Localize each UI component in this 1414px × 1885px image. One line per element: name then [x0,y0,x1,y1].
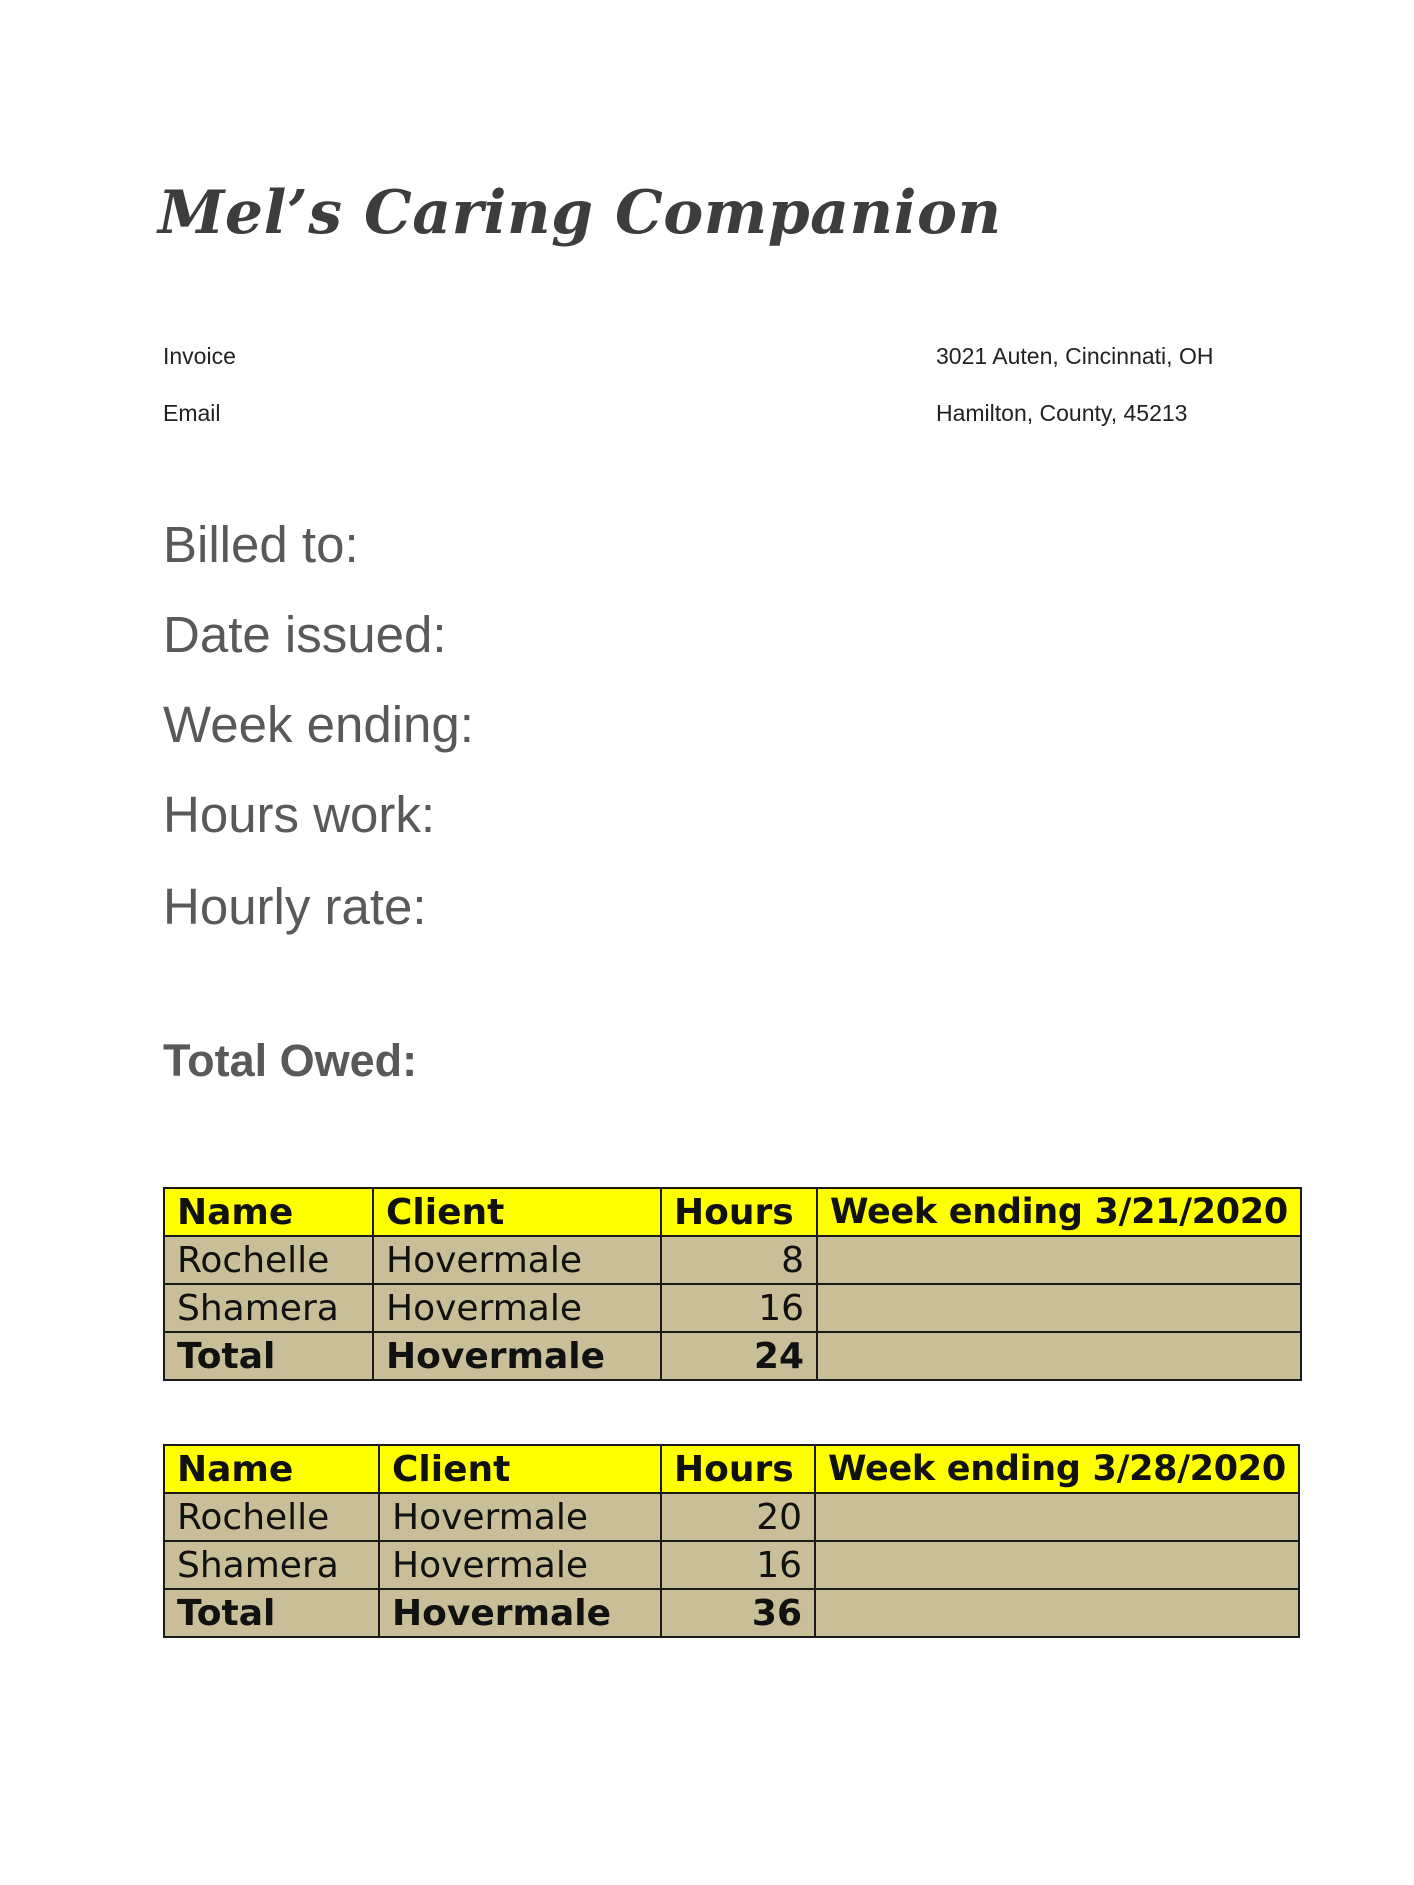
cell-note [817,1236,1301,1284]
column-header-hours: Hours [661,1445,815,1493]
column-header-name: Name [164,1445,379,1493]
cell-total-hours: 36 [661,1589,815,1637]
cell-total-hours: 24 [661,1332,817,1380]
cell-total-note [815,1589,1299,1637]
column-header-hours: Hours [661,1188,817,1236]
table-header-row [164,1445,1299,1493]
email-label: Email [163,400,221,426]
cell-name: Rochelle [164,1236,373,1284]
column-header-name: Name [164,1188,373,1236]
total-owed-label: Total Owed: [163,1035,418,1086]
column-header-client: Client [379,1445,661,1493]
cell-total-name: Total [164,1589,379,1637]
week-ending-label: Week ending: [163,696,474,753]
cell-total-client: Hovermale [373,1332,661,1380]
column-header-client: Client [373,1188,661,1236]
table-row [164,1236,1301,1284]
hours-table-week-2 [163,1444,1300,1638]
address-line-2: Hamilton, County, 45213 [936,400,1188,426]
column-header-week-ending: Week ending 3/21/2020 [817,1188,1301,1236]
cell-note [817,1284,1301,1332]
column-header-week-ending: Week ending 3/28/2020 [815,1445,1299,1493]
cell-name: Shamera [164,1284,373,1332]
billed-to-label: Billed to: [163,516,359,573]
table-row [164,1541,1299,1589]
cell-hours: 16 [661,1284,817,1332]
cell-note [815,1541,1299,1589]
table-total-row [164,1332,1301,1380]
cell-client: Hovermale [373,1236,661,1284]
cell-client: Hovermale [379,1541,661,1589]
table-header-row [164,1188,1301,1236]
cell-name: Rochelle [164,1493,379,1541]
hourly-rate-label: Hourly rate: [163,878,427,935]
cell-hours: 8 [661,1236,817,1284]
cell-total-client: Hovermale [379,1589,661,1637]
hours-work-label: Hours work: [163,786,436,843]
brand-title: Mel’s Caring Companion [158,178,1002,248]
table-row [164,1284,1301,1332]
date-issued-label: Date issued: [163,606,447,663]
address-line-1: 3021 Auten, Cincinnati, OH [936,343,1214,369]
cell-note [815,1493,1299,1541]
invoice-label: Invoice [163,343,236,369]
table-row [164,1493,1299,1541]
cell-hours: 20 [661,1493,815,1541]
hours-table-week-1 [163,1187,1302,1381]
cell-total-note [817,1332,1301,1380]
cell-name: Shamera [164,1541,379,1589]
table-total-row [164,1589,1299,1637]
cell-client: Hovermale [373,1284,661,1332]
cell-total-name: Total [164,1332,373,1380]
cell-hours: 16 [661,1541,815,1589]
cell-client: Hovermale [379,1493,661,1541]
